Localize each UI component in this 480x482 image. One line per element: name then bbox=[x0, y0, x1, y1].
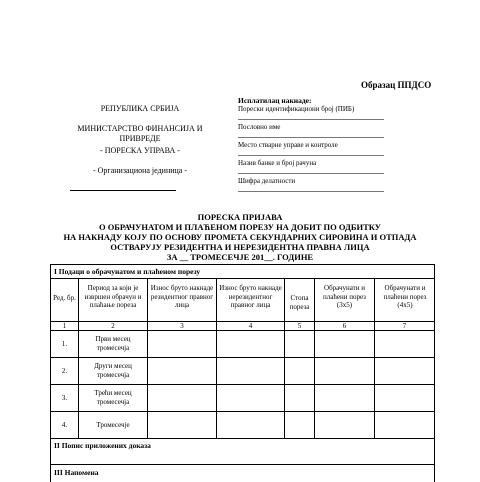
row-number: 4. bbox=[61, 421, 68, 429]
col-header-tax-4x5: Обрачунати и плаћени порез (4х5) bbox=[383, 284, 427, 309]
org-unit-line bbox=[70, 190, 176, 191]
section-1-title: I Подаци о обрачунатом и плаћеном порезу bbox=[54, 267, 201, 276]
table-border bbox=[147, 278, 148, 438]
ministry-line1: МИНИСТАРСТВО ФИНАНСИЈА И bbox=[77, 124, 203, 133]
table-border bbox=[50, 438, 435, 439]
republic-label: РЕПУБЛИКА СРБИЈА bbox=[100, 104, 180, 113]
row-period: Трећи месец тромесечја bbox=[94, 389, 132, 406]
ministry-line2: ПРИВРЕДЕ bbox=[119, 134, 161, 143]
payer-field-pib-line[interactable] bbox=[238, 119, 384, 120]
col-number: 4 bbox=[248, 322, 253, 330]
col-number: 5 bbox=[297, 322, 302, 330]
payer-field-name: Пословно име bbox=[238, 123, 281, 131]
payer-field-place: Место стварне управе и контроле bbox=[238, 141, 338, 149]
row-period: Први месец тромесечја bbox=[95, 335, 131, 352]
table-border bbox=[50, 384, 435, 385]
table-border bbox=[314, 278, 315, 438]
payer-field-bank-line[interactable] bbox=[238, 173, 384, 174]
tax-admin-label: - ПОРЕСКА УПРАВА - bbox=[100, 146, 180, 155]
title-line: НА НАКНАДУ КОЈУ ПО ОСНОВУ ПРОМЕТА СЕКУНДАРНИХ СИРОВИНА И ОТПАДА bbox=[63, 232, 417, 242]
table-border bbox=[50, 464, 435, 465]
col-number: 3 bbox=[180, 322, 184, 330]
form-title bbox=[40, 212, 440, 262]
title-line: ОСТВАРУЈУ РЕЗИДЕНТНА И НЕРЕЗИДЕНТНА ПРАВНА ЛИЦА bbox=[110, 242, 370, 252]
col-number: 6 bbox=[342, 322, 347, 330]
table-border bbox=[216, 278, 217, 438]
col-header-resident: Износ бруто накнаде резидентног правног лица bbox=[150, 284, 214, 309]
title-line: О ОБРАЧУНАТОМ И ПЛАЋЕНОМ ПОРЕЗУ НА ДОБИТ ПО ОДБИТКУ bbox=[98, 222, 382, 232]
col-header-period: Период за који је извршен обрачун и плаћање пореза bbox=[84, 284, 142, 309]
row-number: 1. bbox=[61, 340, 68, 348]
org-unit-label: - Организациона јединица - bbox=[92, 166, 188, 175]
payer-field-activity-line[interactable] bbox=[238, 191, 384, 192]
payer-field-bank: Назив банке и број рачуна bbox=[238, 159, 317, 167]
payer-title: Исплатилац накнаде: bbox=[238, 96, 312, 105]
col-header-nonresident: Износ бруто накнаде нерезидентног правног лица bbox=[219, 284, 282, 309]
table-border bbox=[50, 278, 435, 279]
table-border bbox=[78, 278, 79, 438]
payer-field-place-line[interactable] bbox=[238, 155, 384, 156]
tax-table bbox=[50, 264, 435, 482]
col-number: 2 bbox=[111, 322, 115, 330]
table-border bbox=[284, 278, 285, 438]
form-code: Образац ППДСО bbox=[361, 80, 432, 90]
row-period: Тромесечје bbox=[96, 421, 130, 429]
col-header-number: Ред. бр. bbox=[53, 294, 76, 302]
section-2-title: II Попис приложених доказа bbox=[54, 441, 151, 450]
table-border bbox=[50, 411, 435, 412]
row-period: Други месец тромесечја bbox=[94, 362, 132, 379]
row-number: 3. bbox=[61, 394, 68, 402]
payer-field-activity: Шифра делатности bbox=[238, 177, 296, 185]
payer-field-name-line[interactable] bbox=[238, 137, 384, 138]
col-number: 1 bbox=[62, 322, 67, 330]
title-line: ЗА __ ТРОМЕСЕЧЈЕ 201__. ГОДИНЕ bbox=[166, 252, 314, 262]
table-border bbox=[374, 278, 375, 438]
section-3-title: III Напомена bbox=[54, 468, 99, 477]
col-number: 7 bbox=[402, 322, 407, 330]
col-header-rate: Стопа пореза bbox=[289, 294, 310, 311]
col-header-tax-3x5: Обрачунати и плаћени порез (3х5) bbox=[323, 284, 366, 309]
payer-field-pib: Порески идентификациони број (ПИБ) bbox=[238, 105, 355, 113]
table-border bbox=[50, 357, 435, 358]
ministry-label bbox=[40, 124, 240, 144]
title-line: ПОРЕСКА ПРИЈАВА bbox=[197, 212, 283, 222]
table-border bbox=[50, 264, 435, 265]
row-number: 2. bbox=[61, 367, 68, 375]
table-border bbox=[434, 264, 435, 482]
